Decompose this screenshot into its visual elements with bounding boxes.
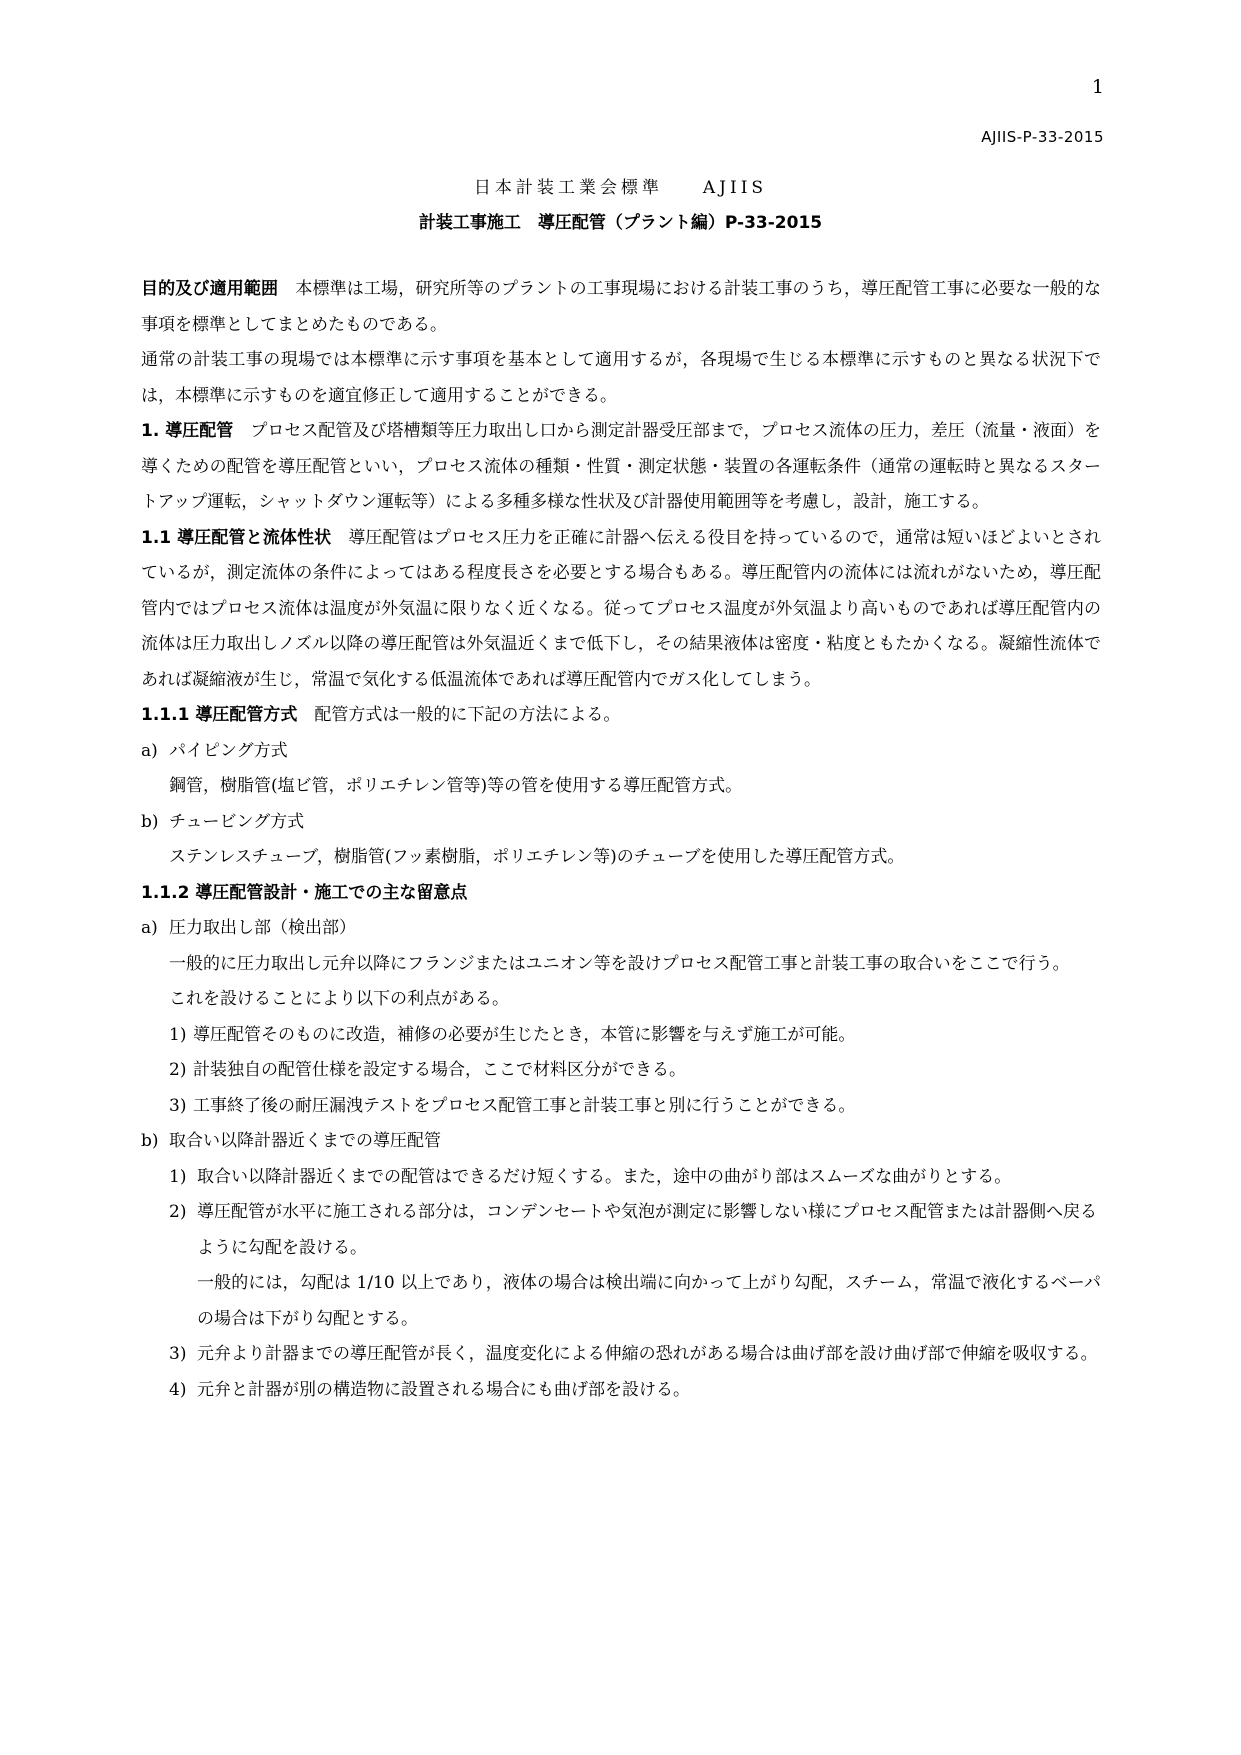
list-item-description: 鋼管，樹脂管(塩ビ管，ポリエチレン管等)等の管を使用する導圧配管方式。 <box>169 776 743 796</box>
numbered-item <box>141 1018 1101 1054</box>
list-item-title: パイピング方式 <box>169 740 288 761</box>
numbered-item <box>141 1195 1101 1266</box>
list-item <box>141 734 1101 770</box>
paragraph: 一般的に圧力取出し元弁以降にフランジまたはユニオン等を設けプロセス配管工事と計装工事の取合いをここで行う。 <box>169 953 1070 974</box>
list-item <box>141 911 1101 947</box>
list-item-title: チュービング方式 <box>169 811 305 832</box>
document-body <box>141 272 1101 1408</box>
numbered-item <box>141 1160 1101 1196</box>
scope-heading: 目的及び適用範囲 <box>141 279 279 299</box>
section-1-1-1 <box>141 698 1101 734</box>
numbered-item-text: 導圧配管が水平に施工される部分は，コンデンセートや気泡が測定に影響しない様にプロセス配管または計器側へ戻るように勾配を設ける。 <box>197 1202 1097 1258</box>
document-title: 計装工事施工 導圧配管（プラント編）P-33-2015 <box>418 213 823 233</box>
numbered-item <box>141 1337 1101 1373</box>
numbered-item <box>141 1089 1101 1125</box>
section-1-1-text: 導圧配管はプロセス圧力を正確に計器へ伝える役目を持っているので，通常は短いほどよいとされているが，測定流体の条件によってはある程度長さを必要とする場合もある。導圧配管内の流体には流れがないため，導圧配管内ではプロセス流体は温度が外気温に限りなく近くなる。従ってプロセス温度が外気温より高いものであれば導圧配管内の流体は圧力取出しノズル以降の導圧配管は外気温近くまで低下し，その結果液体は密度・粘度ともたかくなる。凝縮性流体であれば凝縮液が生じ，常温で気化する低温流体であれば導圧配管内でガス化してしまう。 <box>141 527 1101 690</box>
numbered-item-text: 取合い以降計器近くまでの配管はできるだけ短くする。また，途中の曲がり部はスムーズな曲がりとする。 <box>197 1166 1012 1187</box>
section-1 <box>141 414 1101 521</box>
paragraph: これを設けることにより以下の利点がある。 <box>169 989 509 1009</box>
numbered-item-text: 元弁と計器が別の構造物に設置される場合にも曲げ部を設ける。 <box>197 1379 690 1400</box>
scope-text: 本標準は工場，研究所等のプラントの工事現場における計装工事のうち，導圧配管工事に必要な一般的な事項を標準としてまとめたものである。 <box>141 279 1102 335</box>
numbered-item-label: 2) <box>169 1202 187 1222</box>
numbered-item-text: 計装独自の配管仕様を設定する場合，ここで材料区分ができる。 <box>193 1060 686 1080</box>
list-item <box>141 805 1101 841</box>
section-1-heading: 1. 導圧配管 <box>141 421 234 441</box>
standard-title-text: 日本計装工業会標準 <box>473 178 663 198</box>
section-1-text: プロセス配管及び塔槽類等圧力取出し口から測定計器受圧部まで，プロセス流体の圧力，差圧（流量・液面）を導くための配管を導圧配管といい，プロセス流体の種類・性質・測定状態・装置の各運転条件（通常の運転時と異なるスタートアップ運転，シャットダウン運転等）による多種多様な性状及び計器使用範囲等を考慮し，設計，施工する。 <box>141 421 1101 512</box>
numbered-item-label: 2) <box>169 1060 187 1080</box>
numbered-item-text: 元弁より計器までの導圧配管が長く，温度変化による伸縮の恐れがある場合は曲げ部を設け曲げ部で伸縮を吸収する。 <box>197 1344 1098 1364</box>
scope-paragraph <box>141 272 1101 343</box>
numbered-item-label: 1) <box>169 1166 187 1187</box>
numbered-item <box>141 1053 1101 1089</box>
numbered-item-text: 工事終了後の耐圧漏洩テストをプロセス配管工事と計装工事と別に行うことができる。 <box>193 1095 856 1116</box>
section-1-1 <box>141 521 1101 699</box>
numbered-item-label: 1) <box>169 1024 187 1045</box>
numbered-item-note: 一般的には，勾配は 1/10 以上であり，液体の場合は検出端に向かって上がり勾配，スチーム，常温で液化するベーパの場合は下がり勾配とする。 <box>197 1273 1101 1329</box>
numbered-item <box>141 1373 1101 1409</box>
list-item-label: a) <box>141 918 158 938</box>
document-id: AJIIS-P-33-2015 <box>981 128 1104 146</box>
list-item-description: ステンレスチューブ，樹脂管(フッ素樹脂，ポリエチレン等)のチューブを使用した導圧配管方式。 <box>169 847 905 867</box>
list-item-label: b) <box>141 811 159 832</box>
numbered-item-label: 3) <box>169 1095 187 1116</box>
scope-paragraph-2: 通常の計装工事の現場では本標準に示す事項を基本として適用するが，各現場で生じる本標準に示すものと異なる状況下では，本標準に示すものを適宜修正して適用することができる。 <box>141 350 1101 406</box>
list-item <box>141 1124 1101 1160</box>
numbered-item-text: 導圧配管そのものに改造，補修の必要が生じたとき，本管に影響を与えず施工が可能。 <box>193 1024 856 1045</box>
list-item-title: 圧力取出し部（検出部） <box>169 918 356 938</box>
page-number: 1 <box>1091 76 1104 98</box>
section-1-1-1-heading: 1.1.1 導圧配管方式 <box>141 705 298 725</box>
list-item-label: a) <box>141 740 158 761</box>
list-item-title: 取合い以降計器近くまでの導圧配管 <box>169 1131 441 1151</box>
section-1-1-1-text: 配管方式は一般的に下記の方法による。 <box>297 705 621 725</box>
section-1-1-2-heading: 1.1.2 導圧配管設計・施工での主な留意点 <box>141 882 468 903</box>
list-item-label: b) <box>141 1131 159 1151</box>
standard-title-suffix: AJIIS <box>702 178 768 198</box>
section-1-1-heading: 1.1 導圧配管と流体性状 <box>141 527 332 548</box>
numbered-item-label: 3) <box>169 1344 187 1364</box>
standard-title <box>0 173 1241 198</box>
numbered-item-label: 4) <box>169 1379 187 1400</box>
